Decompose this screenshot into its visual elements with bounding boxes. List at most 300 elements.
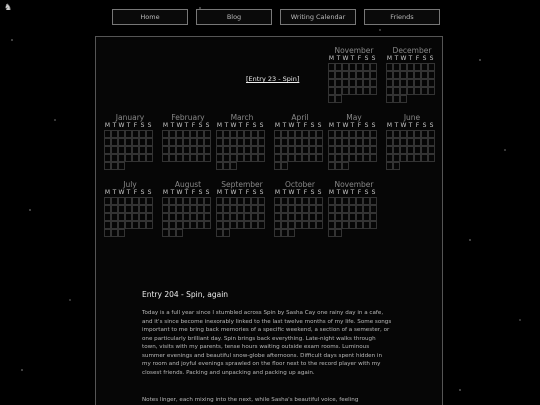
day-cell[interactable] — [407, 138, 414, 146]
day-cell[interactable] — [356, 130, 363, 138]
day-cell[interactable] — [104, 154, 111, 162]
day-cell[interactable] — [335, 213, 342, 221]
day-cell[interactable] — [230, 205, 237, 213]
day-cell[interactable] — [421, 71, 428, 79]
day-cell[interactable] — [302, 146, 309, 154]
day-cell[interactable] — [407, 130, 414, 138]
day-cell[interactable] — [244, 154, 251, 162]
day-cell[interactable] — [104, 221, 111, 229]
day-cell[interactable] — [342, 87, 349, 95]
day-cell[interactable] — [393, 146, 400, 154]
day-cell[interactable] — [216, 130, 223, 138]
day-cell[interactable] — [111, 130, 118, 138]
day-cell[interactable] — [349, 205, 356, 213]
day-cell[interactable] — [363, 197, 370, 205]
day-cell[interactable] — [125, 197, 132, 205]
day-cell[interactable] — [176, 154, 183, 162]
day-cell[interactable] — [309, 146, 316, 154]
day-cell[interactable] — [302, 197, 309, 205]
day-cell[interactable] — [274, 154, 281, 162]
day-cell[interactable] — [335, 229, 342, 237]
day-cell[interactable] — [244, 130, 251, 138]
day-cell[interactable] — [190, 146, 197, 154]
day-cell[interactable] — [183, 154, 190, 162]
day-cell[interactable] — [204, 130, 211, 138]
day-cell[interactable] — [237, 146, 244, 154]
day-cell[interactable] — [421, 130, 428, 138]
day-cell[interactable] — [309, 130, 316, 138]
day-cell[interactable] — [370, 213, 377, 221]
day-cell[interactable] — [197, 213, 204, 221]
day-cell[interactable] — [111, 213, 118, 221]
day-cell[interactable] — [316, 138, 323, 146]
day-cell[interactable] — [414, 130, 421, 138]
day-cell[interactable] — [104, 197, 111, 205]
day-cell[interactable] — [104, 213, 111, 221]
day-cell[interactable] — [183, 130, 190, 138]
day-cell[interactable] — [223, 197, 230, 205]
day-cell[interactable] — [274, 221, 281, 229]
day-cell[interactable] — [223, 205, 230, 213]
day-cell[interactable] — [104, 162, 111, 170]
day-cell[interactable] — [316, 154, 323, 162]
day-cell[interactable] — [421, 146, 428, 154]
day-cell[interactable] — [197, 197, 204, 205]
day-cell[interactable] — [139, 138, 146, 146]
day-cell[interactable] — [162, 229, 169, 237]
day-cell[interactable] — [244, 221, 251, 229]
day-cell[interactable] — [328, 87, 335, 95]
day-cell[interactable] — [237, 138, 244, 146]
day-cell[interactable] — [216, 197, 223, 205]
day-cell[interactable] — [176, 130, 183, 138]
day-cell[interactable] — [400, 87, 407, 95]
day-cell[interactable] — [132, 205, 139, 213]
day-cell[interactable] — [356, 197, 363, 205]
day-cell[interactable] — [281, 213, 288, 221]
nav-writing-calendar[interactable]: Writing Calendar — [280, 9, 356, 25]
day-cell[interactable] — [281, 205, 288, 213]
day-cell[interactable] — [386, 130, 393, 138]
day-cell[interactable] — [335, 79, 342, 87]
day-cell[interactable] — [176, 197, 183, 205]
day-cell[interactable] — [407, 154, 414, 162]
day-cell[interactable] — [258, 146, 265, 154]
day-cell[interactable] — [190, 138, 197, 146]
day-cell[interactable] — [421, 63, 428, 71]
day-cell[interactable] — [183, 221, 190, 229]
day-cell[interactable] — [342, 154, 349, 162]
day-cell[interactable] — [237, 130, 244, 138]
nav-blog[interactable]: Blog — [196, 9, 272, 25]
day-cell[interactable] — [118, 197, 125, 205]
day-cell[interactable] — [132, 213, 139, 221]
day-cell[interactable] — [118, 138, 125, 146]
day-cell[interactable] — [370, 130, 377, 138]
day-cell[interactable] — [414, 63, 421, 71]
day-cell[interactable] — [342, 213, 349, 221]
day-cell[interactable] — [251, 205, 258, 213]
day-cell[interactable] — [407, 71, 414, 79]
day-cell[interactable] — [237, 197, 244, 205]
day-cell[interactable] — [302, 130, 309, 138]
day-cell[interactable] — [281, 221, 288, 229]
day-cell[interactable] — [295, 197, 302, 205]
day-cell[interactable] — [414, 146, 421, 154]
day-cell[interactable] — [370, 138, 377, 146]
day-cell[interactable] — [295, 213, 302, 221]
day-cell[interactable] — [183, 138, 190, 146]
day-cell[interactable] — [349, 63, 356, 71]
day-cell[interactable] — [316, 213, 323, 221]
day-cell[interactable] — [118, 205, 125, 213]
day-cell[interactable] — [421, 138, 428, 146]
day-cell[interactable] — [244, 205, 251, 213]
day-cell[interactable] — [204, 213, 211, 221]
day-cell[interactable] — [190, 213, 197, 221]
day-cell[interactable] — [342, 146, 349, 154]
day-cell[interactable] — [421, 79, 428, 87]
day-cell[interactable] — [125, 138, 132, 146]
day-cell[interactable] — [139, 130, 146, 138]
day-cell[interactable] — [386, 138, 393, 146]
day-cell[interactable] — [414, 71, 421, 79]
day-cell[interactable] — [118, 146, 125, 154]
day-cell[interactable] — [342, 63, 349, 71]
day-cell[interactable] — [428, 79, 435, 87]
day-cell[interactable] — [356, 87, 363, 95]
day-cell[interactable] — [237, 205, 244, 213]
day-cell[interactable] — [356, 146, 363, 154]
day-cell[interactable] — [169, 229, 176, 237]
day-cell[interactable] — [335, 71, 342, 79]
day-cell[interactable] — [204, 154, 211, 162]
day-cell[interactable] — [258, 197, 265, 205]
day-cell[interactable] — [216, 205, 223, 213]
day-cell[interactable] — [125, 205, 132, 213]
day-cell[interactable] — [349, 130, 356, 138]
day-cell[interactable] — [393, 130, 400, 138]
day-cell[interactable] — [363, 63, 370, 71]
day-cell[interactable] — [363, 130, 370, 138]
day-cell[interactable] — [309, 154, 316, 162]
day-cell[interactable] — [302, 213, 309, 221]
day-cell[interactable] — [302, 154, 309, 162]
day-cell[interactable] — [118, 221, 125, 229]
day-cell[interactable] — [414, 79, 421, 87]
day-cell[interactable] — [328, 205, 335, 213]
day-cell[interactable] — [414, 154, 421, 162]
day-cell[interactable] — [230, 221, 237, 229]
day-cell[interactable] — [309, 138, 316, 146]
site-logo-icon[interactable]: ♞ — [4, 3, 13, 13]
day-cell[interactable] — [349, 79, 356, 87]
day-cell[interactable] — [183, 205, 190, 213]
day-cell[interactable] — [370, 154, 377, 162]
day-cell[interactable] — [111, 162, 118, 170]
day-cell[interactable] — [190, 221, 197, 229]
day-cell[interactable] — [386, 95, 393, 103]
day-cell[interactable] — [132, 146, 139, 154]
day-cell[interactable] — [139, 154, 146, 162]
day-cell[interactable] — [197, 130, 204, 138]
day-cell[interactable] — [111, 138, 118, 146]
day-cell[interactable] — [428, 154, 435, 162]
day-cell[interactable] — [428, 130, 435, 138]
day-cell[interactable] — [309, 197, 316, 205]
day-cell[interactable] — [400, 71, 407, 79]
day-cell[interactable] — [328, 162, 335, 170]
day-cell[interactable] — [407, 87, 414, 95]
day-cell[interactable] — [428, 71, 435, 79]
day-cell[interactable] — [302, 205, 309, 213]
day-cell[interactable] — [118, 130, 125, 138]
day-cell[interactable] — [176, 138, 183, 146]
day-cell[interactable] — [342, 221, 349, 229]
day-cell[interactable] — [111, 154, 118, 162]
day-cell[interactable] — [356, 79, 363, 87]
day-cell[interactable] — [146, 154, 153, 162]
day-cell[interactable] — [230, 138, 237, 146]
day-cell[interactable] — [132, 221, 139, 229]
day-cell[interactable] — [302, 221, 309, 229]
day-cell[interactable] — [328, 130, 335, 138]
day-cell[interactable] — [118, 213, 125, 221]
day-cell[interactable] — [111, 229, 118, 237]
day-cell[interactable] — [335, 197, 342, 205]
day-cell[interactable] — [197, 205, 204, 213]
day-cell[interactable] — [288, 213, 295, 221]
day-cell[interactable] — [428, 63, 435, 71]
day-cell[interactable] — [393, 79, 400, 87]
day-cell[interactable] — [132, 138, 139, 146]
day-cell[interactable] — [274, 229, 281, 237]
day-cell[interactable] — [223, 221, 230, 229]
day-cell[interactable] — [316, 221, 323, 229]
day-cell[interactable] — [274, 146, 281, 154]
day-cell[interactable] — [176, 213, 183, 221]
day-cell[interactable] — [132, 130, 139, 138]
day-cell[interactable] — [104, 205, 111, 213]
day-cell[interactable] — [335, 63, 342, 71]
day-cell[interactable] — [169, 130, 176, 138]
day-cell[interactable] — [176, 205, 183, 213]
day-cell[interactable] — [162, 221, 169, 229]
day-cell[interactable] — [244, 197, 251, 205]
day-cell[interactable] — [132, 154, 139, 162]
day-cell[interactable] — [349, 213, 356, 221]
day-cell[interactable] — [335, 138, 342, 146]
day-cell[interactable] — [244, 213, 251, 221]
day-cell[interactable] — [251, 138, 258, 146]
day-cell[interactable] — [309, 221, 316, 229]
day-cell[interactable] — [349, 71, 356, 79]
day-cell[interactable] — [386, 162, 393, 170]
day-cell[interactable] — [244, 146, 251, 154]
day-cell[interactable] — [162, 138, 169, 146]
day-cell[interactable] — [204, 138, 211, 146]
day-cell[interactable] — [400, 154, 407, 162]
day-cell[interactable] — [169, 205, 176, 213]
day-cell[interactable] — [274, 213, 281, 221]
day-cell[interactable] — [328, 154, 335, 162]
day-cell[interactable] — [316, 205, 323, 213]
day-cell[interactable] — [223, 229, 230, 237]
day-cell[interactable] — [162, 130, 169, 138]
day-cell[interactable] — [146, 205, 153, 213]
day-cell[interactable] — [223, 138, 230, 146]
day-cell[interactable] — [386, 154, 393, 162]
day-cell[interactable] — [386, 71, 393, 79]
day-cell[interactable] — [393, 87, 400, 95]
day-cell[interactable] — [335, 221, 342, 229]
day-cell[interactable] — [414, 87, 421, 95]
day-cell[interactable] — [204, 197, 211, 205]
day-cell[interactable] — [400, 79, 407, 87]
day-cell[interactable] — [162, 146, 169, 154]
day-cell[interactable] — [169, 221, 176, 229]
day-cell[interactable] — [342, 162, 349, 170]
day-cell[interactable] — [363, 87, 370, 95]
day-cell[interactable] — [309, 213, 316, 221]
day-cell[interactable] — [139, 146, 146, 154]
day-cell[interactable] — [281, 146, 288, 154]
day-cell[interactable] — [190, 197, 197, 205]
day-cell[interactable] — [400, 138, 407, 146]
day-cell[interactable] — [132, 197, 139, 205]
day-cell[interactable] — [139, 221, 146, 229]
day-cell[interactable] — [328, 95, 335, 103]
day-cell[interactable] — [316, 197, 323, 205]
day-cell[interactable] — [288, 197, 295, 205]
day-cell[interactable] — [328, 197, 335, 205]
day-cell[interactable] — [176, 221, 183, 229]
day-cell[interactable] — [251, 130, 258, 138]
day-cell[interactable] — [125, 146, 132, 154]
day-cell[interactable] — [386, 87, 393, 95]
day-cell[interactable] — [428, 138, 435, 146]
day-cell[interactable] — [190, 130, 197, 138]
day-cell[interactable] — [258, 221, 265, 229]
day-cell[interactable] — [288, 205, 295, 213]
day-cell[interactable] — [349, 87, 356, 95]
day-cell[interactable] — [139, 213, 146, 221]
day-cell[interactable] — [363, 138, 370, 146]
day-cell[interactable] — [363, 79, 370, 87]
day-cell[interactable] — [176, 229, 183, 237]
day-cell[interactable] — [342, 79, 349, 87]
day-cell[interactable] — [328, 63, 335, 71]
day-cell[interactable] — [428, 146, 435, 154]
day-cell[interactable] — [328, 213, 335, 221]
day-cell[interactable] — [328, 146, 335, 154]
day-cell[interactable] — [335, 146, 342, 154]
day-cell[interactable] — [370, 221, 377, 229]
day-cell[interactable] — [125, 130, 132, 138]
day-cell[interactable] — [295, 205, 302, 213]
current-entry-link[interactable]: [Entry 23 - Spin] — [246, 75, 300, 83]
day-cell[interactable] — [169, 138, 176, 146]
day-cell[interactable] — [169, 197, 176, 205]
day-cell[interactable] — [288, 229, 295, 237]
day-cell[interactable] — [216, 229, 223, 237]
day-cell[interactable] — [274, 197, 281, 205]
day-cell[interactable] — [216, 146, 223, 154]
day-cell[interactable] — [223, 213, 230, 221]
day-cell[interactable] — [237, 213, 244, 221]
day-cell[interactable] — [230, 162, 237, 170]
day-cell[interactable] — [393, 71, 400, 79]
day-cell[interactable] — [356, 213, 363, 221]
day-cell[interactable] — [288, 130, 295, 138]
day-cell[interactable] — [356, 221, 363, 229]
day-cell[interactable] — [302, 138, 309, 146]
day-cell[interactable] — [400, 146, 407, 154]
day-cell[interactable] — [363, 71, 370, 79]
day-cell[interactable] — [223, 130, 230, 138]
day-cell[interactable] — [146, 213, 153, 221]
day-cell[interactable] — [328, 71, 335, 79]
day-cell[interactable] — [139, 205, 146, 213]
day-cell[interactable] — [328, 79, 335, 87]
day-cell[interactable] — [349, 154, 356, 162]
day-cell[interactable] — [335, 205, 342, 213]
day-cell[interactable] — [216, 162, 223, 170]
day-cell[interactable] — [400, 130, 407, 138]
day-cell[interactable] — [146, 146, 153, 154]
day-cell[interactable] — [288, 221, 295, 229]
day-cell[interactable] — [183, 146, 190, 154]
day-cell[interactable] — [104, 146, 111, 154]
day-cell[interactable] — [316, 146, 323, 154]
day-cell[interactable] — [258, 205, 265, 213]
day-cell[interactable] — [230, 213, 237, 221]
day-cell[interactable] — [162, 205, 169, 213]
day-cell[interactable] — [216, 138, 223, 146]
day-cell[interactable] — [237, 221, 244, 229]
day-cell[interactable] — [393, 154, 400, 162]
day-cell[interactable] — [393, 95, 400, 103]
day-cell[interactable] — [370, 79, 377, 87]
day-cell[interactable] — [281, 229, 288, 237]
day-cell[interactable] — [281, 138, 288, 146]
day-cell[interactable] — [393, 138, 400, 146]
day-cell[interactable] — [204, 221, 211, 229]
day-cell[interactable] — [216, 213, 223, 221]
day-cell[interactable] — [281, 130, 288, 138]
nav-friends[interactable]: Friends — [364, 9, 440, 25]
day-cell[interactable] — [393, 162, 400, 170]
day-cell[interactable] — [328, 229, 335, 237]
day-cell[interactable] — [386, 146, 393, 154]
day-cell[interactable] — [295, 154, 302, 162]
day-cell[interactable] — [125, 154, 132, 162]
day-cell[interactable] — [363, 221, 370, 229]
day-cell[interactable] — [258, 213, 265, 221]
day-cell[interactable] — [274, 205, 281, 213]
day-cell[interactable] — [162, 197, 169, 205]
day-cell[interactable] — [223, 154, 230, 162]
day-cell[interactable] — [237, 154, 244, 162]
day-cell[interactable] — [407, 79, 414, 87]
day-cell[interactable] — [230, 130, 237, 138]
day-cell[interactable] — [230, 197, 237, 205]
day-cell[interactable] — [328, 221, 335, 229]
day-cell[interactable] — [370, 205, 377, 213]
day-cell[interactable] — [421, 87, 428, 95]
day-cell[interactable] — [162, 154, 169, 162]
day-cell[interactable] — [370, 197, 377, 205]
